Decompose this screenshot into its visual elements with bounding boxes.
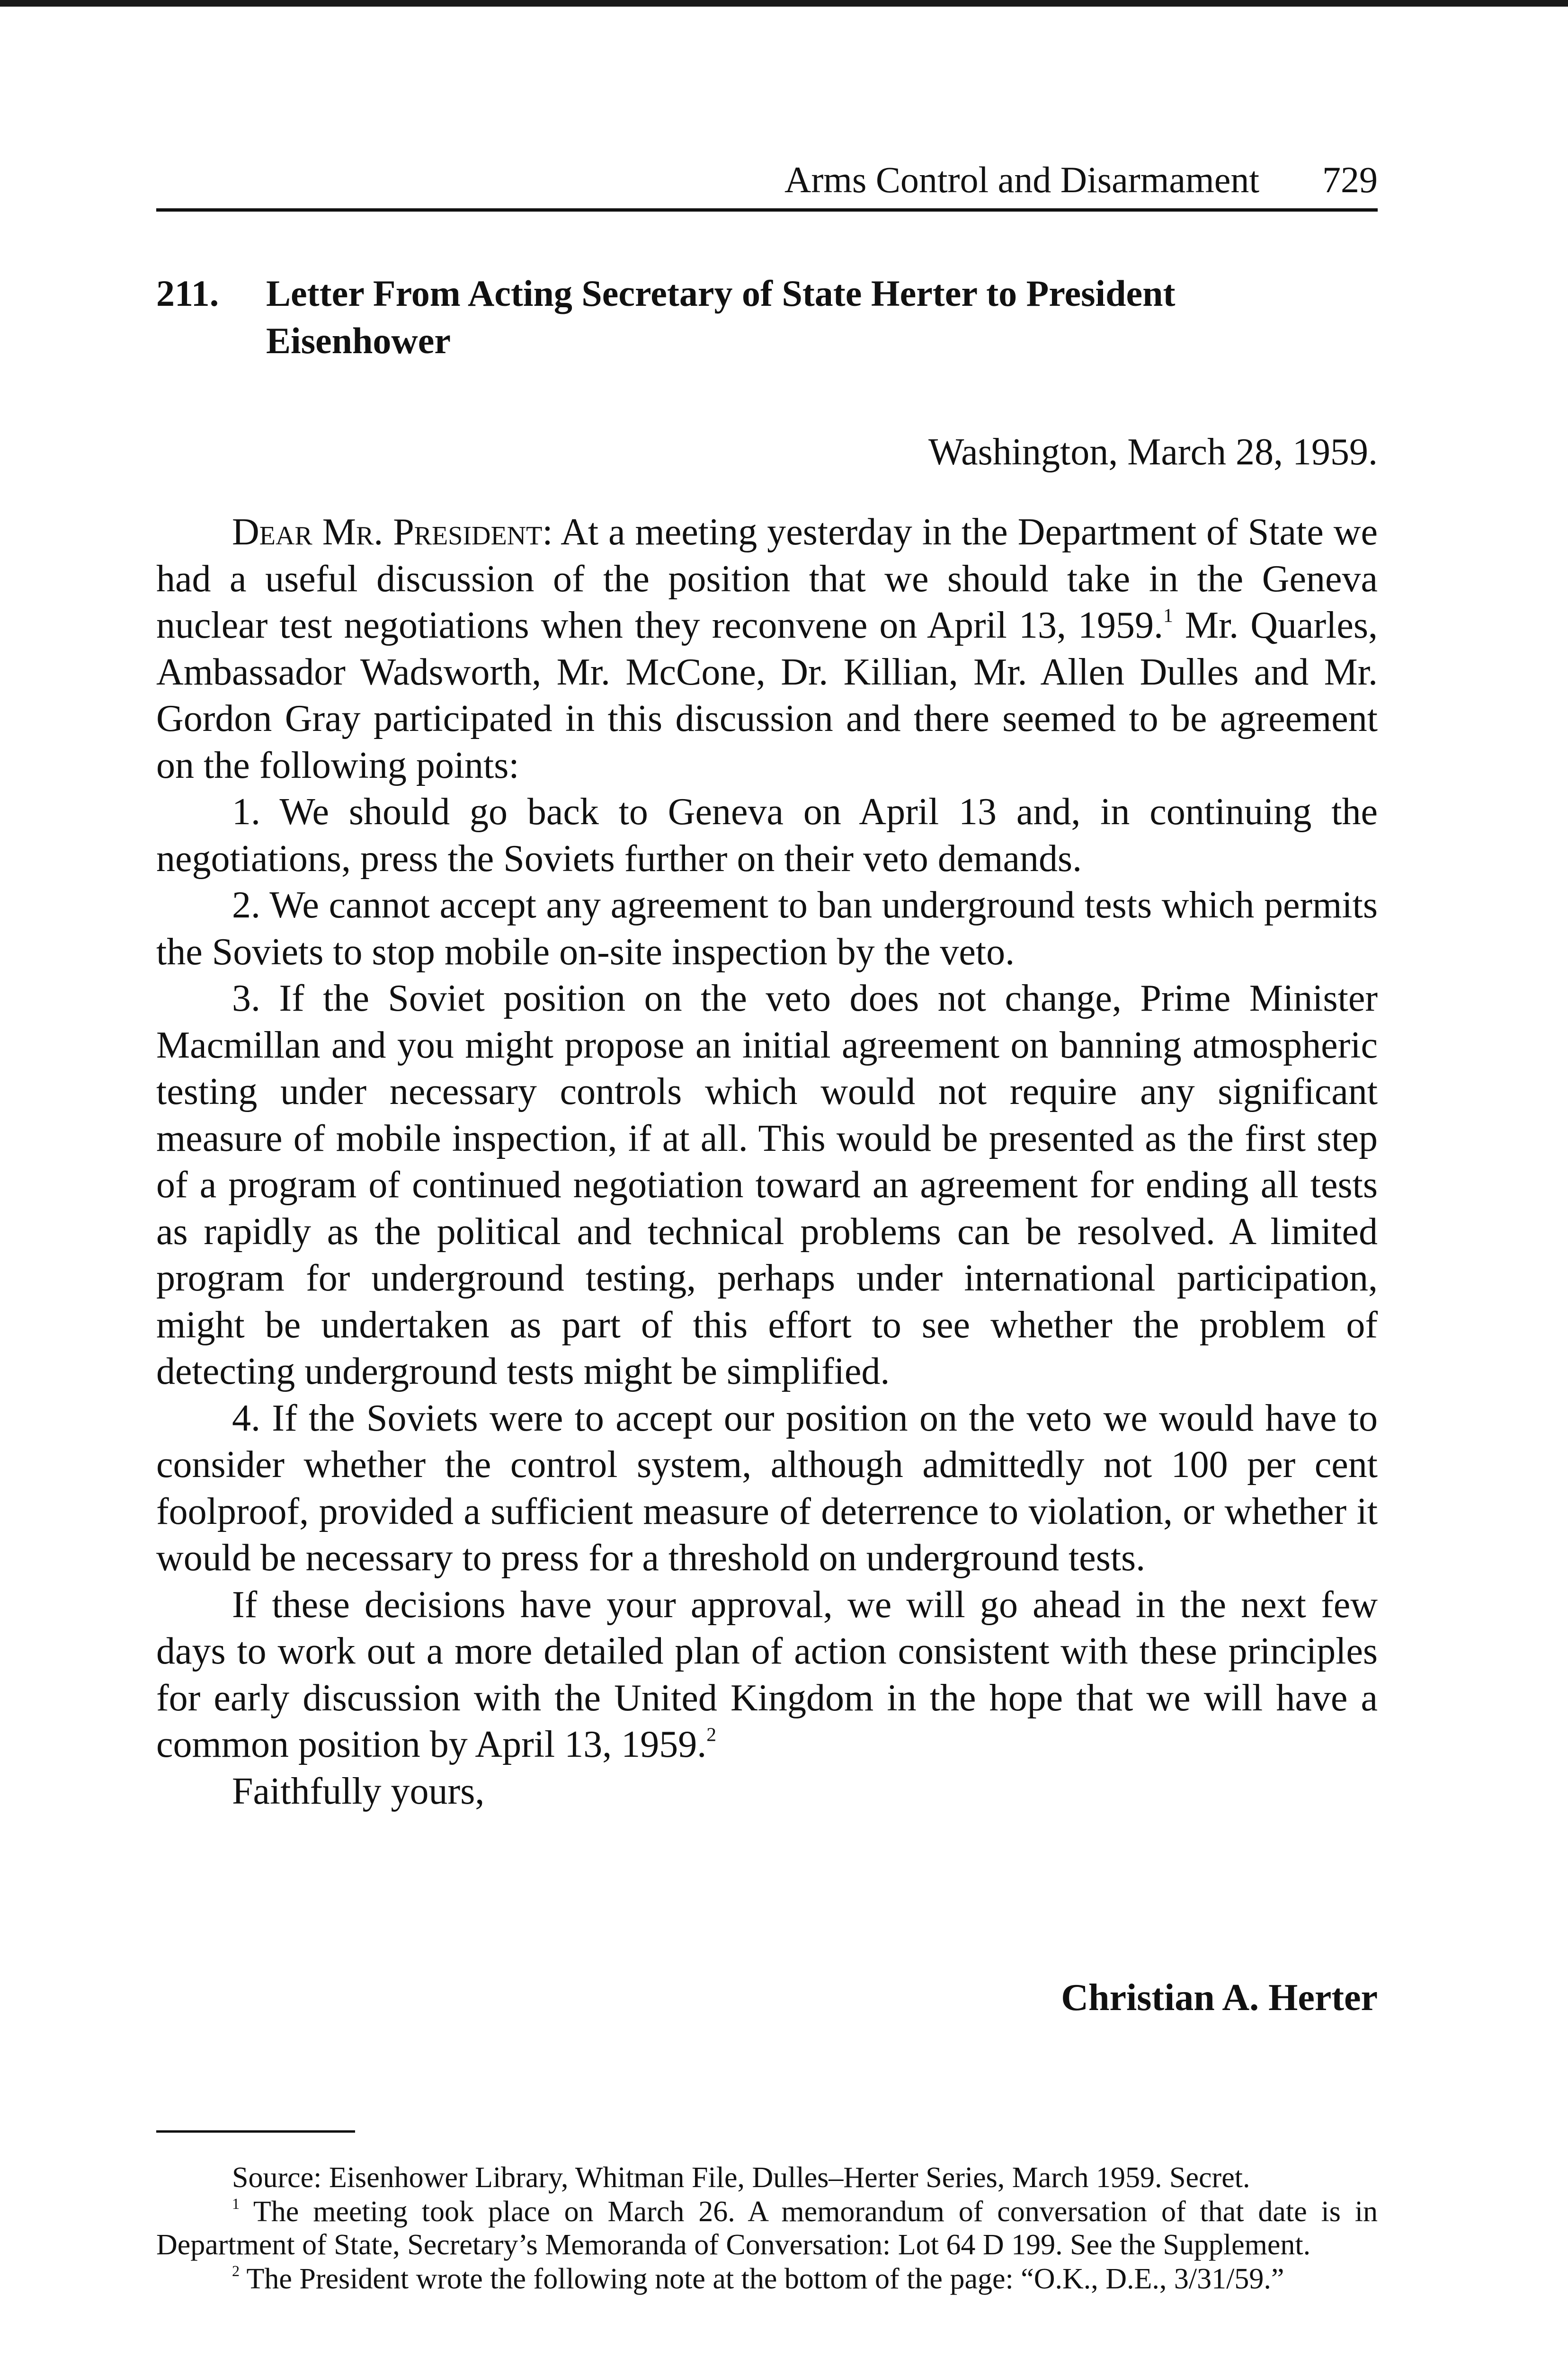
footnote-2 bbox=[156, 2262, 1378, 2296]
footnotes bbox=[156, 2161, 1378, 2296]
opening-paragraph bbox=[156, 509, 1378, 789]
point-3: 3. If the Soviet position on the veto does not change, Prime Minister Macmillan and you might propose an initial agreement on banning atmospheric testing under necessary controls which would not require any significant measure of mobile inspection, if at all. This would be presented as the first step of a program of continued negotiation toward an agreement for ending all tests as rapidly as the political and technical problems can be resolved. A limited program for underground testing, perhaps under international participation, might be undertaken as part of this effort to see whether the problem of detecting underground tests might be simplified. bbox=[156, 978, 1378, 1392]
letter-body bbox=[156, 509, 1378, 1815]
footnote-2-text: The President wrote the following note at the bottom of the page: “O.K., D.E., 3/31/59.” bbox=[240, 2263, 1284, 2295]
running-header-title: Arms Control and Disarmament bbox=[784, 159, 1259, 200]
point-2: 2. We cannot accept any agreement to ban underground tests which permits the Soviets to stop mobile on-site inspection by the veto. bbox=[156, 884, 1378, 973]
closing-text: If these decisions have your approval, we will go ahead in the next few days to work out a more detailed plan of action consistent with these principles for early discussion with the United Kingdom in the hope that we will have a common position by April 13, 1959. bbox=[156, 1584, 1378, 1765]
footnote-1 bbox=[156, 2195, 1378, 2261]
salutation: Dear Mr. President: bbox=[232, 511, 553, 553]
dateline: Washington, March 28, 1959. bbox=[928, 431, 1378, 473]
footnote-1-marker: 1 bbox=[232, 2195, 240, 2213]
document-number: 211. bbox=[156, 273, 219, 314]
document-title: Letter From Acting Secretary of State Herter to President Eisenhower bbox=[266, 273, 1176, 361]
top-edge-rule bbox=[0, 0, 1568, 7]
footnote-ref-2: 2 bbox=[706, 1723, 717, 1745]
footnote-ref-1: 1 bbox=[1163, 604, 1173, 626]
signature: Christian A. Herter bbox=[1061, 1977, 1378, 2019]
running-header bbox=[156, 151, 1378, 212]
opening-text-a: At a meeting yesterday in the Department of State we had a useful discussion of the position that we should take in the Geneva nuclear test negotiations when they reconvene on April 13, 1959. bbox=[156, 511, 1378, 646]
point-1: 1. We should go back to Geneva on April 13 and, in continuing the negotiations, press the Soviets further on their veto demands. bbox=[156, 791, 1378, 880]
footnote-separator bbox=[156, 2130, 355, 2133]
footnote-1-text: The meeting took place on March 26. A memorandum of conversation of that date is in Department of State, Secretary’s Memoranda of Conversation: Lot 64 D 199. See the Supplement. bbox=[156, 2196, 1378, 2261]
footnote-2-marker: 2 bbox=[232, 2262, 240, 2280]
page-number: 729 bbox=[1322, 159, 1378, 200]
closing-paragraph bbox=[156, 1582, 1378, 1768]
complimentary-close: Faithfully yours, bbox=[232, 1770, 485, 1812]
source-note: Source: Eisenhower Library, Whitman File, Dulles–Herter Series, March 1959. Secret. bbox=[232, 2162, 1250, 2194]
point-4: 4. If the Soviets were to accept our position on the veto we would have to consider whether the control system, although admittedly not 100 per cent foolproof, provided a sufficient measure of deterrence to violation, or whether it would be necessary to press for a threshold on underground tests. bbox=[156, 1397, 1378, 1579]
opening-text-b: Mr. Quarles, Ambassador Wadsworth, Mr. McCone, Dr. Killian, Mr. Allen Dulles and Mr. Gordon Gray participated in this discussion and there seemed to be agreement on the following points: bbox=[156, 605, 1378, 786]
